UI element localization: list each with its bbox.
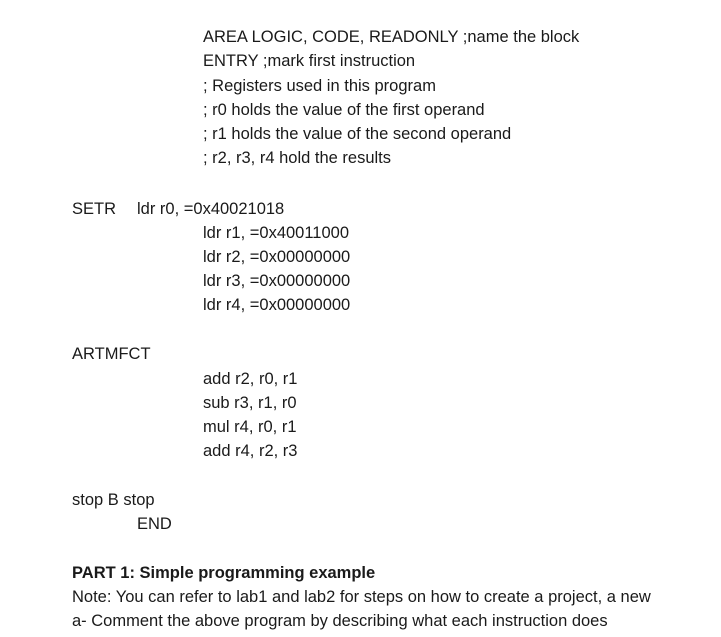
instruction-line: ldr r3, =0x00000000 <box>203 272 351 290</box>
instruction-line: sub r3, r1, r0 <box>203 394 297 412</box>
artmfct-label: ARTMFCT <box>72 345 151 363</box>
instruction-line: add r4, r2, r3 <box>203 442 298 460</box>
instruction-line: ldr r0, =0x40021018 <box>137 200 285 218</box>
comment-line: ; r0 holds the value of the first operand <box>203 101 485 119</box>
setr-label: SETR <box>72 200 117 218</box>
stop-line: stop B stop <box>72 491 155 509</box>
part1-task-a: a- Comment the above program by describing what each instruction does <box>72 612 608 630</box>
comment-line: ; r1 holds the value of the second operand <box>203 125 512 143</box>
entry-directive-line: ENTRY ;mark first instruction <box>203 52 416 70</box>
part1-note: Note: You can refer to lab1 and lab2 for steps on how to create a project, a new <box>72 588 651 606</box>
instruction-line: add r2, r0, r1 <box>203 370 298 388</box>
instruction-line: mul r4, r0, r1 <box>203 418 297 436</box>
instruction-line: ldr r2, =0x00000000 <box>203 248 351 266</box>
instruction-line: ldr r4, =0x00000000 <box>203 296 351 314</box>
area-directive-line: AREA LOGIC, CODE, READONLY ;name the block <box>203 28 580 46</box>
comment-line: ; Registers used in this program <box>203 77 436 95</box>
comment-line: ; r2, r3, r4 hold the results <box>203 149 392 167</box>
part1-heading: PART 1: Simple programming example <box>72 564 376 582</box>
instruction-line: ldr r1, =0x40011000 <box>203 224 350 242</box>
end-directive-line: END <box>137 515 172 533</box>
